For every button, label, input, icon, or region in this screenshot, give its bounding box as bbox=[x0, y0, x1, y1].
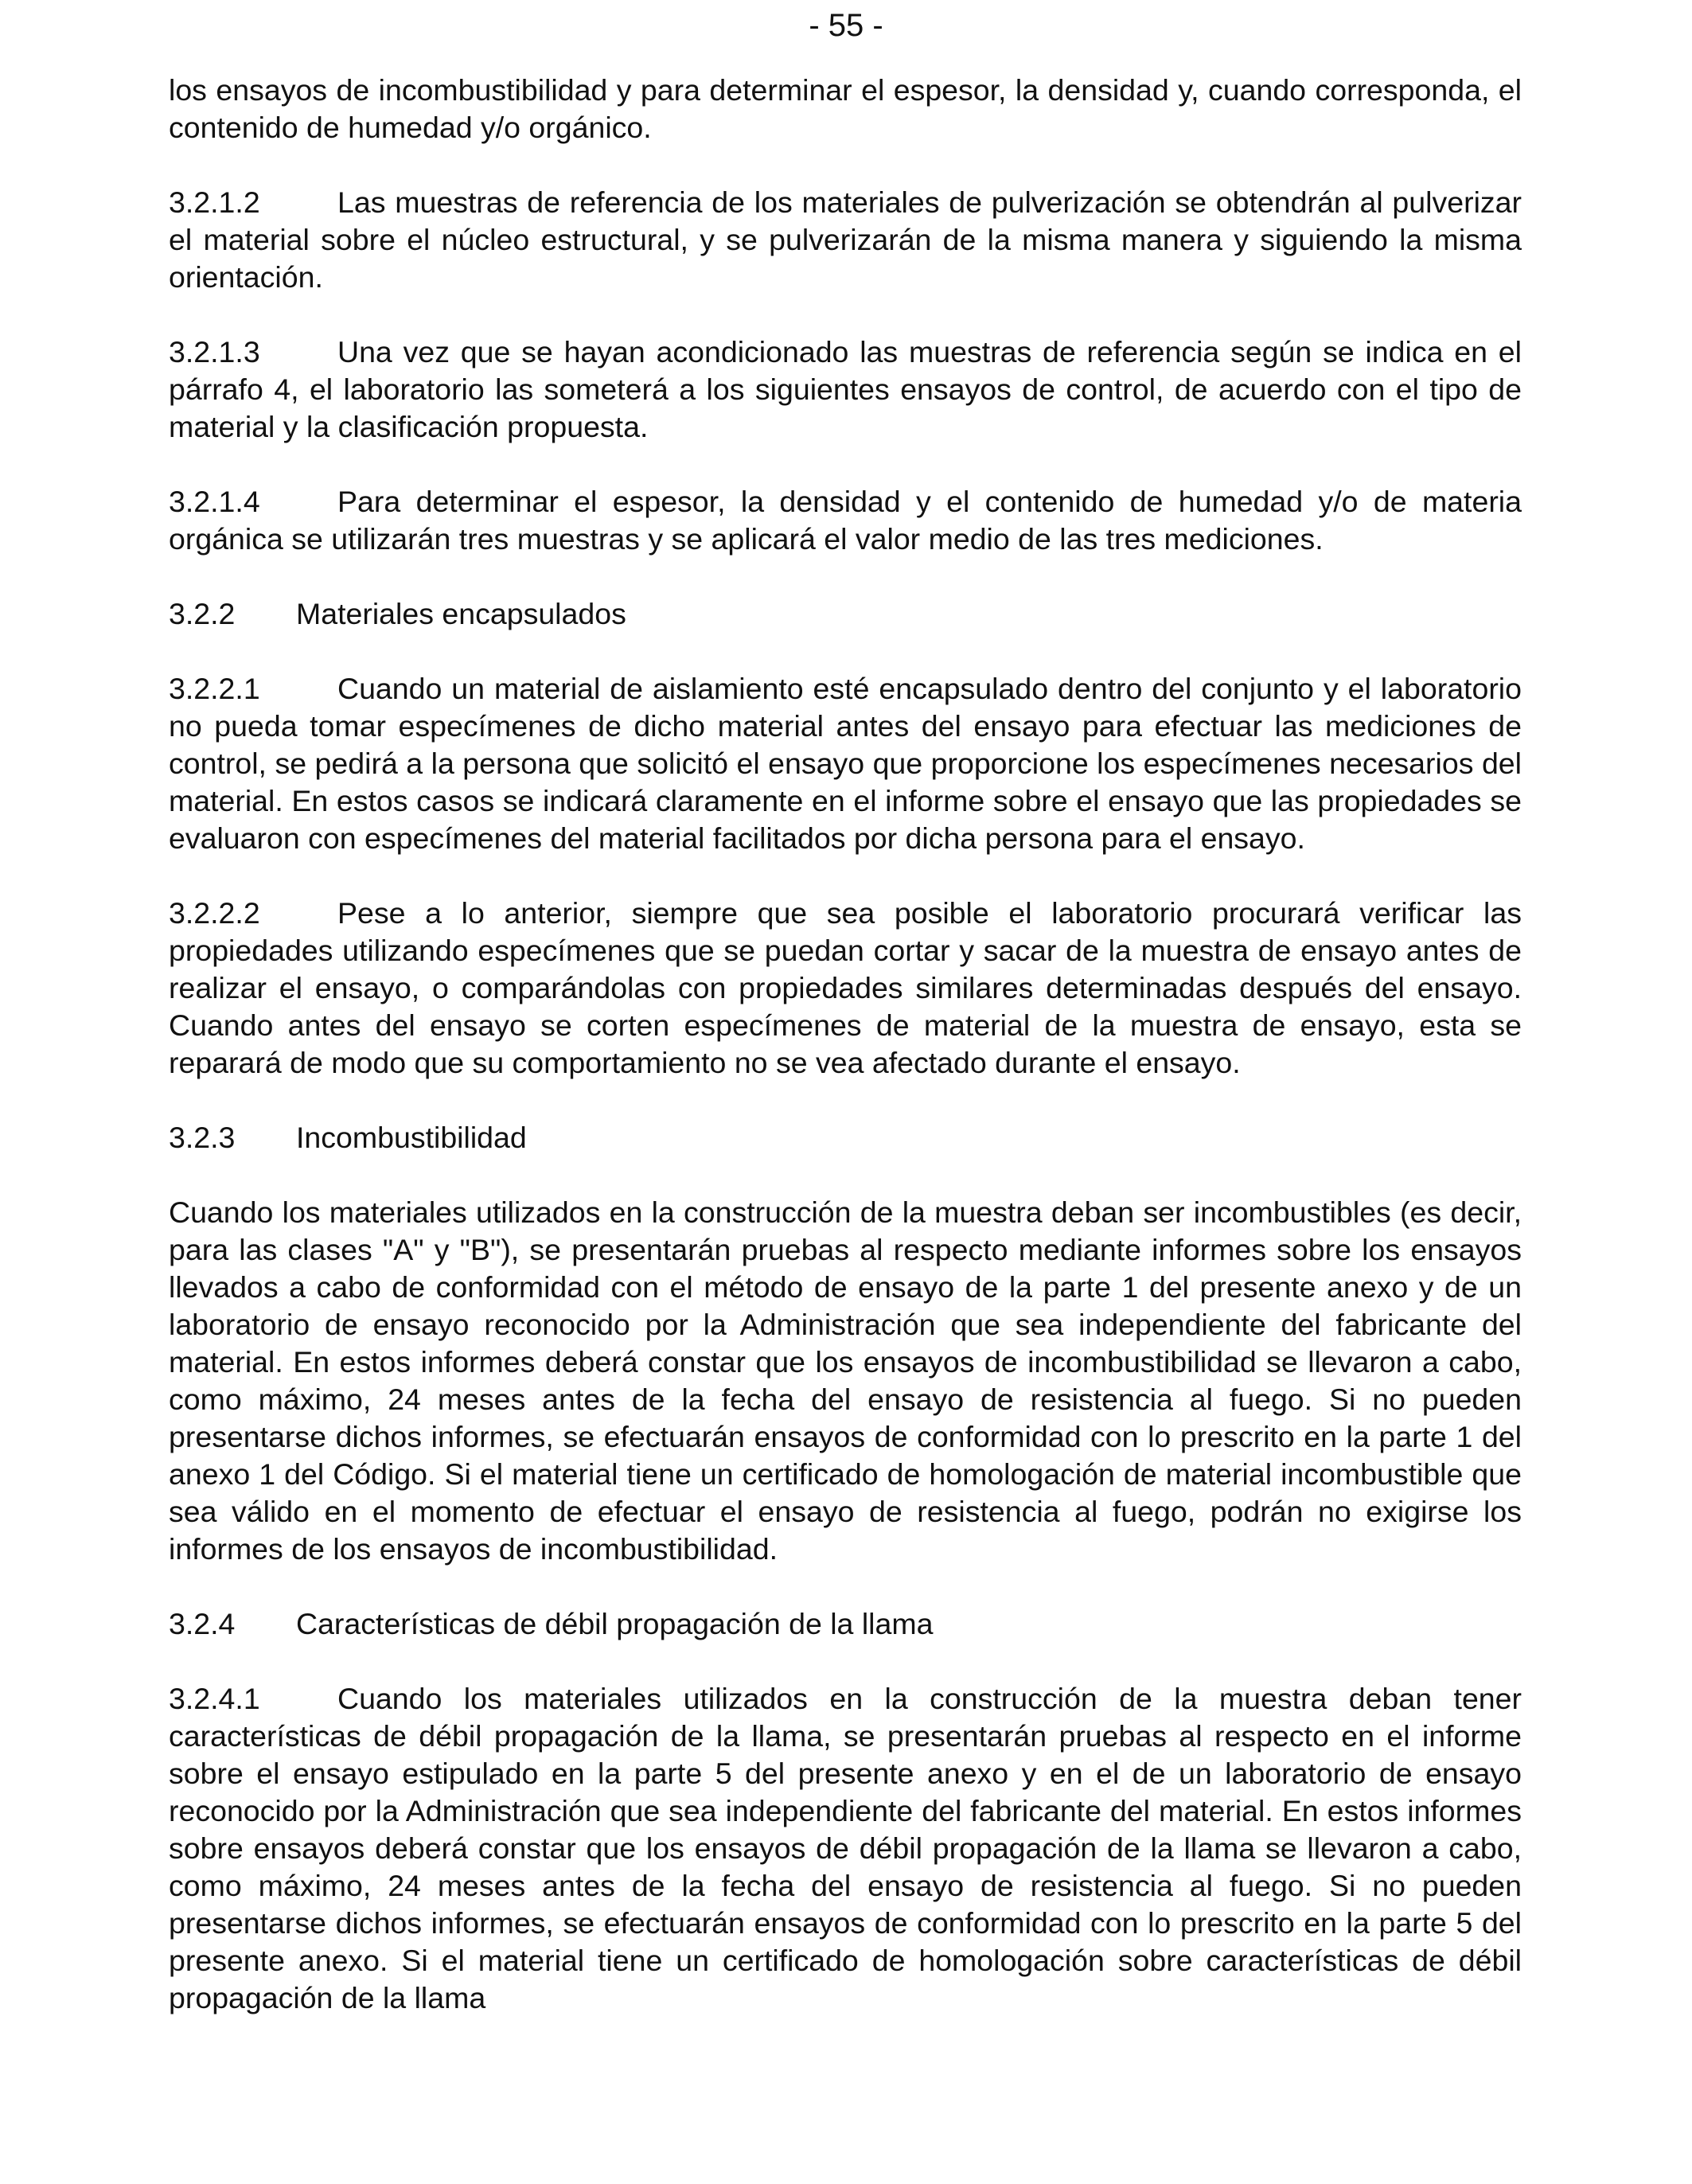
paragraph-3-2-2-2 bbox=[169, 895, 1522, 1082]
section-number: 3.2.2 bbox=[169, 597, 236, 630]
paragraph-continuation bbox=[169, 72, 1522, 146]
paragraph-number: 3.2.1.3 bbox=[169, 335, 260, 369]
paragraph-3-2-4-1 bbox=[169, 1680, 1522, 2017]
paragraph-incombustibilidad bbox=[169, 1194, 1522, 1568]
section-heading-3-2-4 bbox=[169, 1605, 1522, 1643]
paragraph-text: Una vez que se hayan acondicionado las muestras de referencia según se indica en el párrafo 4, el laboratorio las someterá a los siguientes ensayos de control, de acuerdo con el tipo de material y la clasificación propuesta. bbox=[169, 335, 1522, 443]
paragraph-3-2-1-2 bbox=[169, 184, 1522, 296]
section-number: 3.2.3 bbox=[169, 1121, 236, 1154]
paragraph-text: Las muestras de referencia de los materiales de pulverización se obtendrán al pulverizar el material sobre el núcleo estructural, y se pulverizarán de la misma manera y siguiendo la misma orientación. bbox=[169, 185, 1522, 294]
paragraph-3-2-1-4 bbox=[169, 483, 1522, 558]
paragraph-number: 3.2.4.1 bbox=[169, 1682, 260, 1715]
section-title: Incombustibilidad bbox=[296, 1121, 527, 1154]
paragraph-text: Pese a lo anterior, siempre que sea posible el laboratorio procurará verificar las propiedades utilizando especímenes que se puedan cortar y sacar de la muestra de ensayo antes de realizar el ensayo, o comparándolas con propiedades similares determinadas después del ensayo. Cuando antes del ensayo se corten especímenes de material de la muestra de ensayo, esta se reparará de modo que su comportamiento no se vea afectado durante el ensayo. bbox=[169, 896, 1522, 1079]
section-heading-3-2-3 bbox=[169, 1119, 1522, 1156]
paragraph-3-2-1-3 bbox=[169, 333, 1522, 446]
section-title: Características de débil propagación de la llama bbox=[296, 1607, 934, 1640]
paragraph-3-2-2-1 bbox=[169, 670, 1522, 857]
paragraph-text: los ensayos de incombustibilidad y para determinar el espesor, la densidad y, cuando corresponda, el contenido de humedad y/o orgánico. bbox=[169, 73, 1522, 144]
paragraph-text: Cuando los materiales utilizados en la construcción de la muestra deban tener características de débil propagación de la llama, se presentarán pruebas al respecto en el informe sobre el ensayo estipulado en la parte 5 del presente anexo y en el de un laboratorio de ensayo reconocido por la Administración que sea independiente del fabricante del material. En estos informes sobre ensayos deberá constar que los ensayos de débil propagación de la llama se llevaron a cabo, como máximo, 24 meses antes de la fecha del ensayo de resistencia al fuego. Si no pueden presentarse dichos informes, se efectuarán ensayos de conformidad con lo prescrito en la parte 5 del presente anexo. Si el material tiene un certificado de homologación sobre características de débil propagación de la llama bbox=[169, 1682, 1522, 2014]
section-title: Materiales encapsulados bbox=[296, 597, 626, 630]
section-heading-3-2-2 bbox=[169, 595, 1522, 633]
paragraph-text: Para determinar el espesor, la densidad y el contenido de humedad y/o de materia orgánica se utilizarán tres muestras y se aplicará el valor medio de las tres mediciones. bbox=[169, 485, 1522, 556]
paragraph-text: Cuando los materiales utilizados en la construcción de la muestra deban ser incombustibles (es decir, para las clases "A" y "B"), se presentarán pruebas al respecto mediante informes sobre los ensayos llevados a cabo de conformidad con el método de ensayo de la parte 1 del presente anexo y de un laboratorio de ensayo reconocido por la Administración que sea independiente del fabricante del material. En estos informes deberá constar que los ensayos de incombustibilidad se llevaron a cabo, como máximo, 24 meses antes de la fecha del ensayo de resistencia al fuego. Si no pueden presentarse dichos informes, se efectuarán ensayos de conformidad con lo prescrito en la parte 1 del anexo 1 del Código. Si el material tiene un certificado de homologación de material incombustible que sea válido en el momento de efectuar el ensayo de resistencia al fuego, podrán no exigirse los informes de los ensayos de incombustibilidad. bbox=[169, 1195, 1522, 1566]
paragraph-number: 3.2.2.2 bbox=[169, 896, 260, 930]
paragraph-text: Cuando un material de aislamiento esté encapsulado dentro del conjunto y el laboratorio no pueda tomar especímenes de dicho material antes del ensayo para efectuar las mediciones de control, se pedirá a la persona que solicitó el ensayo que proporcione los especímenes necesarios del material. En estos casos se indicará claramente en el informe sobre el ensayo que las propiedades se evaluaron con especímenes del material facilitados por dicha persona para el ensayo. bbox=[169, 672, 1522, 855]
paragraph-number: 3.2.1.2 bbox=[169, 185, 260, 219]
section-number: 3.2.4 bbox=[169, 1607, 236, 1640]
document-body bbox=[169, 72, 1522, 2017]
paragraph-number: 3.2.1.4 bbox=[169, 485, 260, 518]
paragraph-number: 3.2.2.1 bbox=[169, 672, 260, 705]
page-number: - 55 - bbox=[809, 8, 883, 43]
